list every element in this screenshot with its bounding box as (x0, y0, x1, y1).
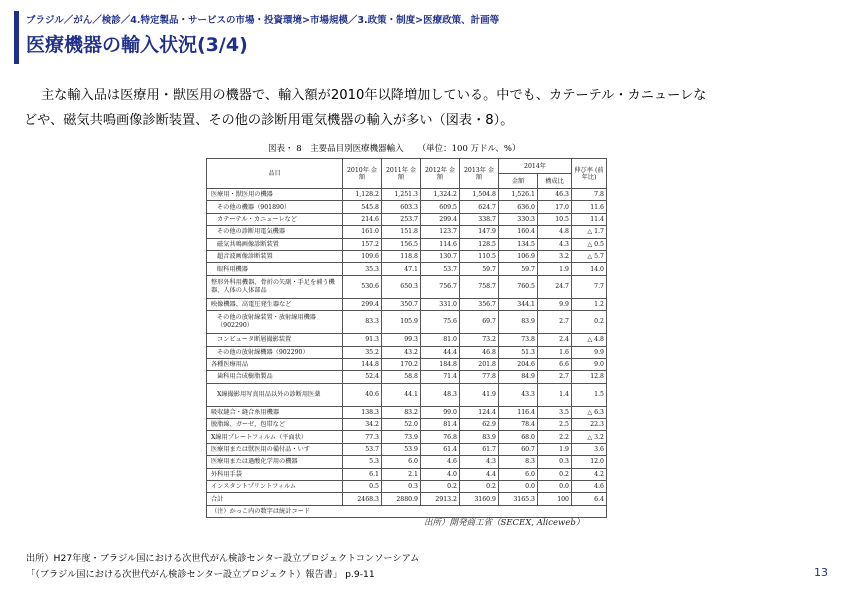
row-value: 1.9 (538, 443, 572, 455)
row-value: 160.4 (499, 226, 538, 238)
row-value: 124.4 (460, 406, 499, 418)
table-row (207, 371, 607, 383)
figure-title-text: 図表・ 8 主要品目別医療機器輸入 (268, 144, 404, 154)
row-value: 204.6 (499, 358, 538, 370)
row-value: 53.9 (382, 443, 421, 455)
body-line-1: 主な輸入品は医療用・獣医用の機器で、輸入額が2010年以降増加している。中でも、カテーテル・カニューレな (41, 88, 707, 103)
row-value: 105.9 (382, 311, 421, 334)
header-2014-share: 構成比 (538, 174, 572, 189)
row-value: 52.0 (382, 419, 421, 431)
row-label: その他の放射線機器（902290） (207, 346, 343, 358)
row-label: 各種医療用品 (207, 358, 343, 370)
footer-line-1: 出所）H27年度・ブラジル国における次世代がん検診センター設立プロジェクトコンソーシアム (26, 553, 420, 564)
row-value: 338.7 (460, 213, 499, 225)
row-value: 330.3 (499, 213, 538, 225)
row-value: 6.0 (499, 468, 538, 480)
row-value: 2913.2 (421, 493, 460, 505)
row-value: 123.7 (421, 226, 460, 238)
row-value: 51.3 (499, 346, 538, 358)
row-value: 1,128.2 (343, 189, 382, 201)
body-line-2: どや、磁気共鳴画像診断装置、その他の診断用電気機器の輸入が多い（図表・8）。 (24, 113, 514, 128)
table-row (207, 456, 607, 468)
table-row (207, 358, 607, 370)
row-value: 636.0 (499, 201, 538, 213)
row-value: 331.0 (421, 298, 460, 310)
row-value: 9.0 (572, 358, 607, 370)
row-value: 1,251.3 (382, 189, 421, 201)
table-row (207, 189, 607, 201)
row-label: 映像機器、高電圧発生器など (207, 298, 343, 310)
row-value: 2880.9 (382, 493, 421, 505)
row-value: 2468.3 (343, 493, 382, 505)
row-value: 2.4 (538, 334, 572, 346)
figure-source: 出所）開発商工省（SECEX, Aliceweb） (424, 518, 585, 528)
row-value: 6.0 (382, 456, 421, 468)
row-label: 超音波画像診断装置 (207, 250, 343, 262)
row-value: 756.7 (421, 275, 460, 298)
row-value: 71.4 (421, 371, 460, 383)
table-row (207, 431, 607, 443)
table-body (207, 189, 607, 518)
table-row (207, 493, 607, 505)
row-value: 43.3 (499, 383, 538, 406)
header-item: 品目 (207, 159, 343, 189)
row-value: 114.6 (421, 238, 460, 250)
row-value: 9.9 (572, 346, 607, 358)
row-value: 151.8 (382, 226, 421, 238)
row-value: 170.2 (382, 358, 421, 370)
row-value: △ 0.5 (572, 238, 607, 250)
row-value: 201.8 (460, 358, 499, 370)
header-2010: 2010年 金額 (343, 159, 382, 189)
row-value: 161.0 (343, 226, 382, 238)
row-value: 83.2 (382, 406, 421, 418)
row-value: 81.4 (421, 419, 460, 431)
row-value: 603.3 (382, 201, 421, 213)
row-value: 157.2 (343, 238, 382, 250)
row-value: 60.7 (499, 443, 538, 455)
row-label: 歯科用合成樹脂製品 (207, 371, 343, 383)
row-value: 2.1 (382, 468, 421, 480)
row-value: 17.0 (538, 201, 572, 213)
row-value: 7.8 (572, 189, 607, 201)
header-2011: 2011年 金額 (382, 159, 421, 189)
row-value: 758.7 (460, 275, 499, 298)
row-value: 106.9 (499, 250, 538, 262)
row-label: 眼科用機器 (207, 263, 343, 275)
table-note: （注）かっこ内の数字は統計コード (207, 505, 607, 517)
row-value: 12.0 (572, 456, 607, 468)
row-value: 253.7 (382, 213, 421, 225)
row-value: 8.3 (499, 456, 538, 468)
row-value: 6.1 (343, 468, 382, 480)
row-value: 48.3 (421, 383, 460, 406)
row-value: 118.8 (382, 250, 421, 262)
row-value: △ 5.7 (572, 250, 607, 262)
row-value: 2.7 (538, 371, 572, 383)
row-value: 77.3 (343, 431, 382, 443)
row-value: 134.5 (499, 238, 538, 250)
row-value: △ 6.3 (572, 406, 607, 418)
header-2012: 2012年 金額 (421, 159, 460, 189)
row-value: 2.2 (538, 431, 572, 443)
table-row (207, 311, 607, 334)
row-value: 299.4 (421, 213, 460, 225)
row-value: 156.5 (382, 238, 421, 250)
row-value: 138.3 (343, 406, 382, 418)
row-label: 脱脂綿、ガーゼ、包帯など (207, 419, 343, 431)
row-value: 147.9 (460, 226, 499, 238)
row-value: 3.2 (538, 250, 572, 262)
row-label: 合計 (207, 493, 343, 505)
row-value: 109.6 (343, 250, 382, 262)
row-value: 44.4 (421, 346, 460, 358)
row-value: 81.0 (421, 334, 460, 346)
row-value: 4.6 (572, 481, 607, 493)
row-value: 650.3 (382, 275, 421, 298)
row-value: 61.7 (460, 443, 499, 455)
figure-unit: （単位：100 万ドル、%） (417, 144, 521, 154)
row-value: 11.4 (572, 213, 607, 225)
row-label: 磁気共鳴画像診断装置 (207, 238, 343, 250)
row-value: 73.8 (499, 334, 538, 346)
row-value: 35.2 (343, 346, 382, 358)
row-value: 5.3 (343, 456, 382, 468)
row-label: その他の機器（901890） (207, 201, 343, 213)
row-value: 7.7 (572, 275, 607, 298)
row-value: 530.6 (343, 275, 382, 298)
row-value: 62.9 (460, 419, 499, 431)
row-value: 624.7 (460, 201, 499, 213)
row-label: その他の放射線装置・放射線用機器（902290） (207, 311, 343, 334)
row-label: 整形外科用機器、骨折の矢副・手足を補う機器、人体の人体部品 (207, 275, 343, 298)
row-value: 356.7 (460, 298, 499, 310)
row-value: 77.8 (460, 371, 499, 383)
row-value: 3165.3 (499, 493, 538, 505)
row-value: 130.7 (421, 250, 460, 262)
table-row (207, 238, 607, 250)
footer-citation (26, 551, 419, 583)
row-value: 69.7 (460, 311, 499, 334)
row-label: 吸収縫合・縫合糸用機器 (207, 406, 343, 418)
row-value: 0.0 (538, 481, 572, 493)
row-value: 53.7 (343, 443, 382, 455)
figure-title (268, 142, 520, 154)
page-title: 医療機器の輸入状況(3/4) (26, 34, 248, 56)
row-value: 0.2 (538, 468, 572, 480)
row-value: 4.8 (538, 226, 572, 238)
row-value: 6.4 (572, 493, 607, 505)
row-value: 0.5 (343, 481, 382, 493)
row-value: 0.2 (421, 481, 460, 493)
row-value: 1,504.8 (460, 189, 499, 201)
row-value: 83.3 (343, 311, 382, 334)
table-row (207, 250, 607, 262)
row-value: 1,324.2 (421, 189, 460, 201)
row-value: 53.7 (421, 263, 460, 275)
table-header-row (207, 159, 607, 174)
row-value: 1.6 (538, 346, 572, 358)
row-value: 41.9 (460, 383, 499, 406)
row-value: 4.6 (421, 456, 460, 468)
header-growth: 伸び率 (前年比) (572, 159, 607, 189)
row-value: 545.8 (343, 201, 382, 213)
row-value: 3.6 (572, 443, 607, 455)
row-value: 11.6 (572, 201, 607, 213)
row-value: 0.2 (460, 481, 499, 493)
row-label: 医療用または過酸化学用の機器 (207, 456, 343, 468)
row-value: 4.2 (572, 468, 607, 480)
table-row (207, 298, 607, 310)
row-value: 91.3 (343, 334, 382, 346)
row-label: その他の診断用電気機器 (207, 226, 343, 238)
row-value: △ 4.8 (572, 334, 607, 346)
row-value: 344.1 (499, 298, 538, 310)
import-table-figure (206, 158, 606, 515)
row-value: 24.7 (538, 275, 572, 298)
row-value: 44.1 (382, 383, 421, 406)
row-value: 40.6 (343, 383, 382, 406)
table-row (207, 468, 607, 480)
row-value: △ 3.2 (572, 431, 607, 443)
row-value: 144.8 (343, 358, 382, 370)
row-value: 59.7 (499, 263, 538, 275)
row-value: △ 1.7 (572, 226, 607, 238)
row-value: 0.2 (572, 311, 607, 334)
row-value: 75.6 (421, 311, 460, 334)
table-row (207, 334, 607, 346)
table-row (207, 213, 607, 225)
row-value: 4.0 (421, 468, 460, 480)
row-value: 100 (538, 493, 572, 505)
row-value: 0.3 (538, 456, 572, 468)
row-value: 43.2 (382, 346, 421, 358)
table-row (207, 481, 607, 493)
row-value: 116.4 (499, 406, 538, 418)
footer-line-2: 「（ブラジル国における次世代がん検診センター設立プロジェクト）報告書」 p.9-11 (26, 569, 375, 580)
page-number: 13 (814, 566, 828, 579)
row-value: 760.5 (499, 275, 538, 298)
row-value: 47.1 (382, 263, 421, 275)
row-value: 99.0 (421, 406, 460, 418)
row-value: 3160.9 (460, 493, 499, 505)
row-value: 1.4 (538, 383, 572, 406)
table-row (207, 443, 607, 455)
header-2014-amount: 金額 (499, 174, 538, 189)
row-value: 52.4 (343, 371, 382, 383)
row-label: インスタントプリントフィルム (207, 481, 343, 493)
row-value: 0.3 (382, 481, 421, 493)
import-table (206, 158, 607, 518)
title-accent-bar (14, 11, 19, 64)
row-value: 184.8 (421, 358, 460, 370)
row-value: 35.3 (343, 263, 382, 275)
row-value: 9.9 (538, 298, 572, 310)
row-value: 0.0 (499, 481, 538, 493)
row-value: 128.5 (460, 238, 499, 250)
row-value: 4.3 (460, 456, 499, 468)
row-value: 84.9 (499, 371, 538, 383)
row-value: 59.7 (460, 263, 499, 275)
breadcrumb: ブラジル／がん／検診／4.特定製品・サービスの市場・投資環境>市場規模／3.政策・制度>医療政策、計画等 (26, 15, 500, 26)
row-label: コンピュータ断層撮影装置 (207, 334, 343, 346)
row-value: 1.5 (572, 383, 607, 406)
row-value: 83.9 (460, 431, 499, 443)
row-value: 214.6 (343, 213, 382, 225)
row-value: 12.8 (572, 371, 607, 383)
row-value: 46.3 (538, 189, 572, 201)
row-value: 83.9 (499, 311, 538, 334)
row-value: 10.5 (538, 213, 572, 225)
row-label: カテーテル・カニューレなど (207, 213, 343, 225)
row-value: 76.8 (421, 431, 460, 443)
row-value: 350.7 (382, 298, 421, 310)
row-value: 73.2 (460, 334, 499, 346)
row-value: 1.2 (572, 298, 607, 310)
row-value: 609.5 (421, 201, 460, 213)
row-value: 4.4 (460, 468, 499, 480)
row-value: 99.3 (382, 334, 421, 346)
table-row (207, 263, 607, 275)
header-2013: 2013年 金額 (460, 159, 499, 189)
row-label: X線用プレートフィルム（平面状） (207, 431, 343, 443)
table-row (207, 201, 607, 213)
row-label: 外科用手袋 (207, 468, 343, 480)
row-value: 110.5 (460, 250, 499, 262)
row-value: 2.5 (538, 419, 572, 431)
row-value: 58.8 (382, 371, 421, 383)
row-value: 1,526.1 (499, 189, 538, 201)
table-row (207, 275, 607, 298)
row-value: 61.4 (421, 443, 460, 455)
body-paragraph (24, 83, 814, 133)
row-label: 医療用・獣医用の機器 (207, 189, 343, 201)
table-row (207, 419, 607, 431)
row-value: 34.2 (343, 419, 382, 431)
row-value: 6.6 (538, 358, 572, 370)
table-row (207, 346, 607, 358)
row-value: 2.7 (538, 311, 572, 334)
row-label: 医療用または獣医用の備付品・いす (207, 443, 343, 455)
row-value: 14.0 (572, 263, 607, 275)
row-value: 4.3 (538, 238, 572, 250)
row-value: 68.0 (499, 431, 538, 443)
row-value: 3.5 (538, 406, 572, 418)
row-value: 299.4 (343, 298, 382, 310)
row-value: 46.8 (460, 346, 499, 358)
row-value: 22.3 (572, 419, 607, 431)
table-row (207, 226, 607, 238)
table-row (207, 406, 607, 418)
table-row (207, 383, 607, 406)
row-value: 73.9 (382, 431, 421, 443)
row-value: 78.4 (499, 419, 538, 431)
header-2014: 2014年 (499, 159, 572, 174)
row-label: X線撮影用写真用品以外の診断用医薬 (207, 383, 343, 406)
row-value: 1.9 (538, 263, 572, 275)
